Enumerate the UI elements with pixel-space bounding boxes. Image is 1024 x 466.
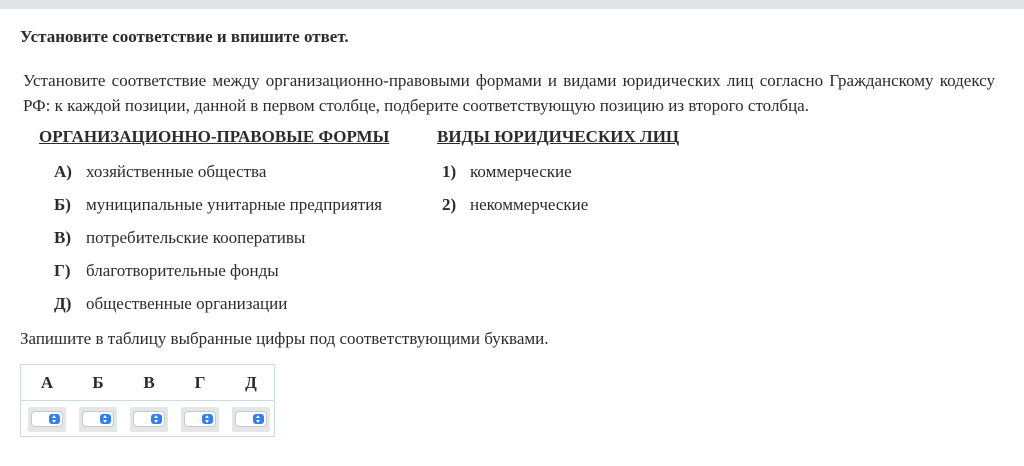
chevron-updown-icon: [100, 414, 111, 424]
answer-letter-d: Д: [245, 373, 257, 392]
task-text: Установите соответствие между организационно-правовыми формами и видами юридических лиц согласно Гражданскому кодексу РФ: к каждой позиции, данной в первом столбце, подберите соответствующую позицию из второго столбца.: [23, 71, 995, 115]
left-item-text: потребительские кооперативы: [86, 228, 306, 247]
right-column-header: ВИДЫ ЮРИДИЧЕСКИХ ЛИЦ: [437, 127, 680, 146]
answer-letter-b: Б: [92, 373, 104, 392]
write-note: Запишите в таблицу выбранные цифры под соответствующими буквами.: [20, 329, 549, 348]
select-field[interactable]: [82, 411, 114, 427]
left-item-text: хозяйственные общества: [86, 162, 267, 181]
answer-letter-a: А: [40, 373, 54, 392]
left-item-text: муниципальные унитарные предприятия: [86, 195, 383, 214]
left-item-key: Д): [54, 294, 72, 313]
answer-select-d[interactable]: [232, 407, 270, 432]
left-item-key: Г): [54, 261, 71, 280]
right-item-text: коммерческие: [470, 162, 572, 181]
left-item-text: благотворительные фонды: [86, 261, 279, 280]
chevron-updown-icon: [202, 414, 213, 424]
answer-select-v[interactable]: [130, 407, 168, 432]
right-item-text: некоммерческие: [470, 195, 589, 214]
answer-letter-g: Г: [194, 373, 206, 392]
top-bar: [0, 0, 1024, 9]
left-item-text: общественные организации: [86, 294, 288, 313]
select-field[interactable]: [31, 411, 63, 427]
left-item-key: Б): [54, 195, 71, 214]
left-item-key: В): [54, 228, 71, 247]
answer-select-a[interactable]: [28, 407, 66, 432]
table-divider: [21, 400, 274, 401]
right-item-key: 2): [442, 195, 457, 214]
instruction-heading: Установите соответствие и впишите ответ.: [20, 27, 349, 46]
left-column-header: ОРГАНИЗАЦИОННО-ПРАВОВЫЕ ФОРМЫ: [39, 127, 390, 146]
right-item-key: 1): [442, 162, 457, 181]
answer-select-b[interactable]: [79, 407, 117, 432]
answer-letter-v: В: [143, 373, 155, 392]
left-item-key: А): [54, 162, 72, 181]
chevron-updown-icon: [151, 414, 162, 424]
select-field[interactable]: [133, 411, 165, 427]
select-field[interactable]: [184, 411, 216, 427]
answer-select-g[interactable]: [181, 407, 219, 432]
chevron-updown-icon: [49, 414, 60, 424]
select-field[interactable]: [235, 411, 267, 427]
answer-table: [20, 364, 275, 437]
chevron-updown-icon: [253, 414, 264, 424]
